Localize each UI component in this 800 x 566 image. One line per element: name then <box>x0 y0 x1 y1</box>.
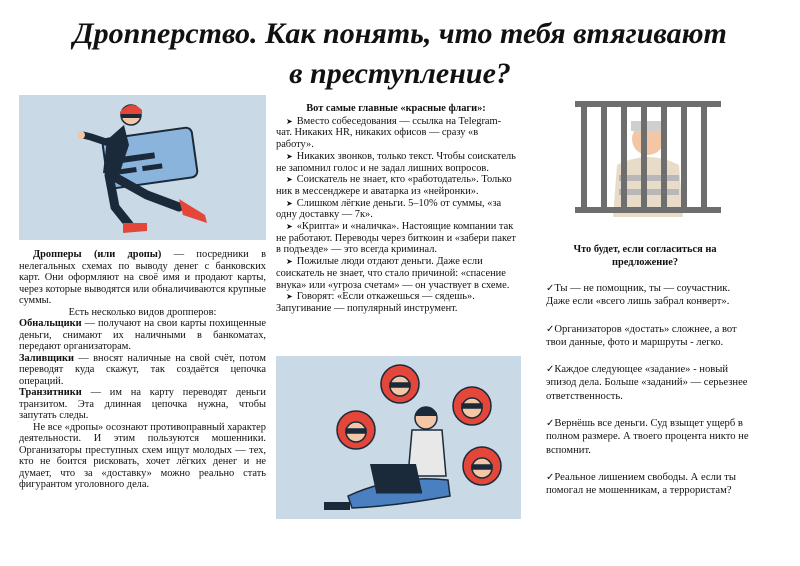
title-line-2: в преступление? <box>289 57 511 90</box>
red-flag-text: Вместо собеседования — ссылка на Telegram-чат. Никаких HR, никаких офисов — сразу «в работу». <box>276 115 502 151</box>
red-flag-item <box>276 198 516 221</box>
type-text: — им на карту переводят деньги транзитом. Эта длинная цепочка нужна, чтобы запутать следы. <box>19 387 266 421</box>
red-flag-item <box>276 151 516 174</box>
consequence-text: Вернёшь все деньги. Суд взыщет ущерб в полном размере. А твоего процента никто не вспомнит. <box>546 418 749 456</box>
red-flag-item <box>276 221 516 256</box>
red-flag-text: Слишком лёгкие деньги. 5–10% от суммы, «за одну доставку — 7к». <box>276 197 502 221</box>
consequences-list <box>546 282 756 512</box>
title-line-1: Дропперство. Как понять, что тебя втягивают <box>73 17 727 50</box>
check-icon: ✓ <box>546 323 555 335</box>
check-icon: ✓ <box>546 471 555 483</box>
red-flag-item <box>276 256 516 291</box>
intro-paragraph <box>19 249 266 307</box>
arrow-icon: ➤ <box>286 116 293 126</box>
consequence-item <box>546 417 756 457</box>
type-text: — получают на свои карты похищенные деньги, снимают их наличными в банкоматах, передают организаторам. <box>19 318 266 352</box>
arrow-icon: ➤ <box>286 175 293 185</box>
type-term: Транзитники <box>19 387 82 398</box>
red-flags-section <box>276 103 516 315</box>
intro-text: — посредники в нелегальных схемах по выводу денег с банковских карт. Они оформляют на своё имя и продают карты, через которые выводятся или обналичиваются крупные суммы. <box>19 249 266 306</box>
types-line: Есть несколько видов дропперов: <box>68 306 217 318</box>
consequence-item <box>546 471 756 498</box>
prison-bars-illustration <box>575 95 721 217</box>
consequence-text: Реальное лишением свободы. А если ты помогал не мошенникам, а террористам? <box>546 471 736 497</box>
type-item <box>19 318 266 353</box>
check-icon: ✓ <box>546 418 555 430</box>
arrow-icon: ➤ <box>286 198 293 208</box>
type-item <box>19 387 266 422</box>
arrow-icon: ➤ <box>286 257 293 267</box>
thief-card-illustration <box>19 95 266 240</box>
prisoner-icon <box>575 95 721 217</box>
laptop-scammers-illustration <box>276 356 521 519</box>
consequence-item <box>546 363 756 403</box>
red-flags-heading: Вот самые главные «красные флаги»: <box>306 103 486 114</box>
running-thief-icon <box>19 95 266 240</box>
arrow-icon: ➤ <box>286 292 293 302</box>
consequence-text: Организаторов «достать» сложнее, а вот твои данные, фото и маршруты - легко. <box>546 323 737 348</box>
check-icon: ✓ <box>546 283 555 294</box>
red-flag-text: Соискатель не знает, кто «работодатель». Только ник в мессенджере и аватарка из «нейронки». <box>276 174 512 197</box>
page-title <box>0 14 800 94</box>
arrow-icon: ➤ <box>286 151 293 161</box>
consequence-text: Каждое следующее «задание» - новый эпизод дела. Больше «заданий» — серьезнее ответственность. <box>546 364 748 402</box>
red-flag-text: Говорят: «Если откажешься — сядешь». Запугивание — популярный инструмент. <box>276 291 475 314</box>
type-term: Обнальщики <box>19 318 82 329</box>
red-flag-text: «Крипта» и «наличка». Настоящие компании так не работают. Переводы через биткоин и «забери пакет в подъезде» — это всегда криминал. <box>276 221 516 256</box>
closing-paragraph: Не все «дропы» осознают противоправный характер деятельности. И этим пользуются мошенники. Организаторы преступных схем ищут молодых — тех, кто не боится рисковать, хочет лёгких денег и не думает, что за «доставку» можно реально стать фигурантом уголовного дела. <box>19 421 266 490</box>
red-flag-text: Пожилые люди отдают деньги. Даже если соискатель не знает, что стало причиной: «спасение внука» или «угроза счетам» — он участвует в схеме. <box>276 256 510 291</box>
red-flag-item <box>276 291 516 314</box>
red-flag-item <box>276 116 516 151</box>
consequence-item <box>546 323 756 350</box>
consequence-item <box>546 282 756 309</box>
scammer-faces-icon <box>276 356 521 519</box>
type-text: — вносят наличные на свой счёт, потом переводят куда скажут, так создаётся цепочка операций. <box>19 352 266 387</box>
arrow-icon: ➤ <box>286 222 293 232</box>
check-icon: ✓ <box>546 364 555 376</box>
droppers-description <box>19 249 266 491</box>
consequence-text: Ты — не помощник, ты — соучастник. Даже если «всего лишь забрал конверт». <box>546 283 731 308</box>
red-flag-item <box>276 174 516 197</box>
type-item <box>19 353 266 388</box>
red-flag-text: Никаких звонков, только текст. Чтобы соискатель не запомнил голос и не задал лишних вопросов. <box>276 150 516 174</box>
intro-term: Дропперы (или дропы) <box>33 249 162 260</box>
consequences-heading: Что будет, если согласиться на предложение? <box>573 244 717 268</box>
type-term: Заливщики <box>19 352 74 364</box>
